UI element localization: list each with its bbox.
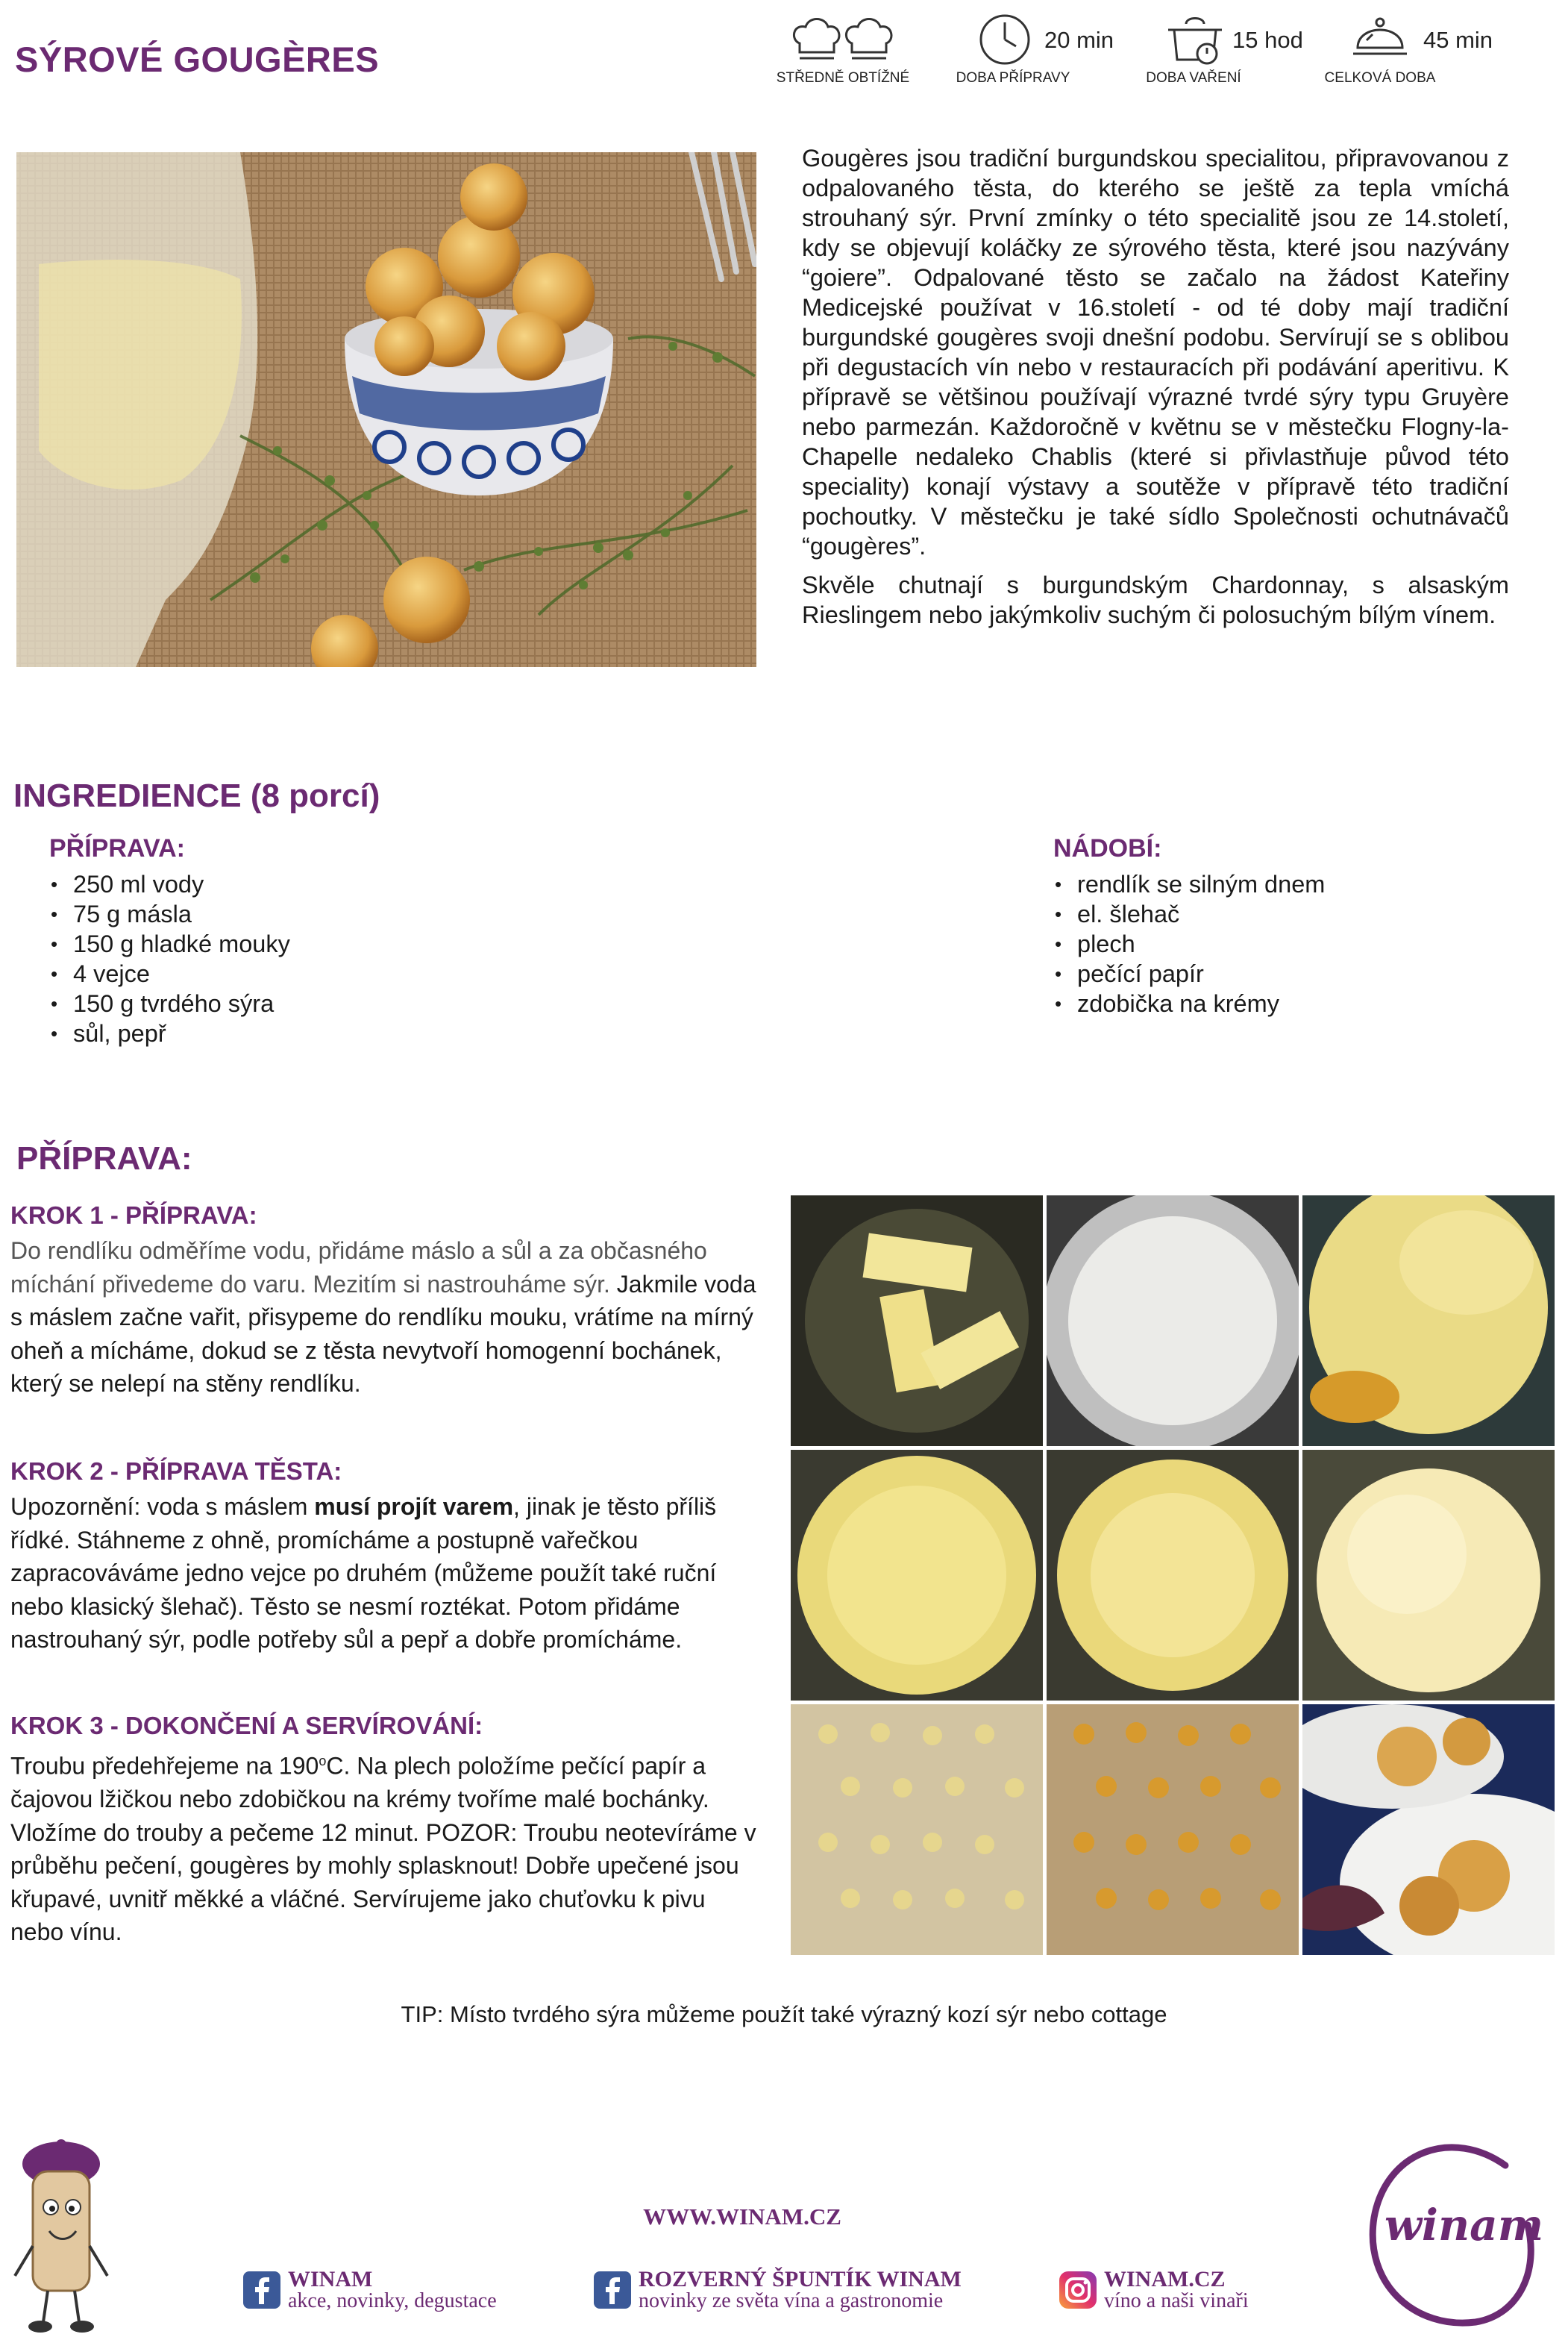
- list-item: • rendlík se silným dnem: [1053, 869, 1325, 899]
- list-item: • 75 g másla: [49, 899, 290, 929]
- total-time-label: CELKOVÁ DOBA: [1324, 70, 1436, 86]
- list-item: • 150 g hladké mouky: [49, 929, 290, 959]
- step-2-heading: KROK 2 - PŘÍPRAVA TĚSTA:: [10, 1457, 342, 1485]
- baked-on-tray-photo: [1047, 1704, 1299, 1955]
- prep-time: 20 min: [1044, 27, 1114, 53]
- intro-paragraph-2: Skvěle chutnají s burgundským Chardonnay, s alsaským Rieslingem nebo jakýmkoliv suchým či polosuchým bílým vínem.: [802, 572, 1509, 628]
- chef-hat-icon: [791, 13, 903, 66]
- list-item: • 250 ml vody: [49, 869, 290, 899]
- cook-time-label: DOBA VAŘENÍ: [1146, 70, 1241, 86]
- served-gougeres-photo: [1302, 1704, 1555, 1955]
- step-2-text-bold: musí projít varem: [314, 1493, 514, 1520]
- pot-timer-icon: [1164, 13, 1226, 67]
- step-3-degree: o: [319, 1754, 327, 1768]
- step-1: [10, 1201, 756, 1401]
- list-item: • 4 vejce: [49, 959, 290, 989]
- step-2-text-b: , jinak je těsto příliš řídké. Stáhneme z ohně, promícháme a postupně vařečkou zapracováváme jedno vejce po druhém (můžeme použít také ruční nebo klasický šlehač). Těsto se nesmí roztékat. Potom přidáme nastrouhaný sýr, podle potřeby sůl a pepř a dobře promícháme.: [10, 1493, 717, 1653]
- total-time: 45 min: [1423, 27, 1493, 53]
- dough-with-egg-photo: [1302, 1195, 1555, 1446]
- cheese-in-dough-photo: [1047, 1450, 1299, 1701]
- list-item: • sůl, pepř: [49, 1019, 290, 1048]
- facebook-icon: [594, 2271, 631, 2309]
- tools-heading: NÁDOBÍ:: [1053, 834, 1162, 863]
- tip-prefix: TIP: M: [401, 2001, 469, 2027]
- facebook-icon: [243, 2271, 280, 2309]
- instagram-subtitle: víno a naši vinaři: [1104, 2289, 1249, 2312]
- facebook-winam-subtitle: akce, novinky, degustace: [288, 2289, 497, 2312]
- list-item: • plech: [1053, 929, 1325, 959]
- step-1-text-gray: Do rendlíku odměříme vodu, přidáme máslo a sůl a za občasného míchání přivedeme do varu. Mezitím si nastrouháme sýr.: [10, 1237, 707, 1298]
- page-title: SÝROVÉ GOUGÈRES: [15, 40, 380, 79]
- instagram-icon: [1059, 2271, 1097, 2309]
- list-item: • 150 g tvrdého sýra: [49, 989, 290, 1019]
- facebook-winam-title: WINAM: [288, 2267, 373, 2291]
- grated-cheese-photo: [791, 1450, 1043, 1701]
- instagram-link[interactable]: [1059, 2268, 1249, 2312]
- list-item: • pečící papír: [1053, 959, 1325, 989]
- facebook-link-winam[interactable]: [243, 2268, 497, 2312]
- mixed-dough-photo: [1302, 1450, 1555, 1701]
- difficulty-label: STŘEDNĚ OBTÍŽNÉ: [776, 70, 910, 86]
- list-item: • el. šlehač: [1053, 899, 1325, 929]
- unbaked-on-tray-photo: [791, 1704, 1043, 1955]
- tools-list: [1053, 869, 1325, 1019]
- step-3-heading: KROK 3 - DOKONČENÍ A SERVÍROVÁNÍ:: [10, 1712, 483, 1739]
- winam-logo: [1364, 2136, 1544, 2331]
- flour-in-pot-photo: [1047, 1195, 1299, 1446]
- ingredients-list: [49, 869, 290, 1048]
- step-2-text: [10, 1490, 756, 1657]
- preparation-title: PŘÍPRAVA:: [16, 1140, 192, 1177]
- step-3-text-b: C. Na plech položíme pečící papír a čajovou lžičkou nebo zdobičkou na krémy tvoříme malé bochánky. Vložíme do trouby a pečeme 12 minut. POZOR: Troubu neotevíráme v průběhu pečení, gougères by mohly splasknout! Dobře upečené jsou křupavé, uvnitř měkké a vláčné. Servírujeme jako chuťovku k pivu nebo vínu.: [10, 1752, 756, 1946]
- butter-in-pot-photo: [791, 1195, 1043, 1446]
- list-item: • zdobička na krémy: [1053, 989, 1325, 1019]
- facebook-spuntik-subtitle: novinky ze světa vína a gastronomie: [639, 2289, 944, 2312]
- facebook-link-spuntik[interactable]: [594, 2268, 962, 2312]
- cloche-icon: [1350, 13, 1410, 67]
- gougeres-hero-photo: [16, 152, 756, 667]
- step-2-text-a: Upozornění: voda s máslem: [10, 1493, 315, 1520]
- prep-time-label: DOBA PŘÍPRAVY: [956, 70, 1070, 86]
- step-photo-grid: [791, 1195, 1555, 1956]
- step-1-text-main: Jakmile voda s máslem začne vařit, přisypeme do rendlíku mouku, vrátíme na mírný oheň a mícháme, dokud se z těsta nevytvoří homogenní bochánek, který se nelepí na stěny rendlíku.: [10, 1270, 756, 1397]
- intro-text: [802, 143, 1509, 639]
- tools-block: [1053, 834, 1325, 1019]
- ingredients-prep-block: [49, 834, 290, 1048]
- ingredients-title: INGREDIENCE (8 porcí): [13, 778, 380, 814]
- step-1-text: [10, 1234, 756, 1401]
- instagram-title: WINAM.CZ: [1104, 2267, 1226, 2291]
- cook-time: 15 hod: [1232, 27, 1303, 53]
- recipe-stats: [776, 10, 1537, 93]
- step-3-text-a: Troubu předehřejeme na 190: [10, 1752, 319, 1780]
- ingredients-prep-heading: PŘÍPRAVA:: [49, 834, 185, 863]
- tip-text: [0, 2001, 1568, 2028]
- step-2: [10, 1457, 756, 1657]
- step-3-text: [10, 1745, 756, 1949]
- clock-icon: [977, 12, 1032, 67]
- website-link[interactable]: WWW.WINAM.CZ: [643, 2203, 841, 2230]
- step-3: [10, 1712, 756, 1949]
- winam-logo-text: winam: [1384, 2200, 1544, 2250]
- intro-paragraph-1: Gougères jsou tradiční burgundskou specialitou, připravovanou z odpalovaného těsta, do kterého se ještě za tepla vmíchá strouhaný sýr. První zmínky o této specialitě jsou ze 14.století, kdy se objevují koláčky ze sýrového těsta, které jsou nazývány “goiere”. Odpalované těsto se začalo na žádost Kateřiny Medicejské používat v 16.století - od té doby mají tradiční burgundské gougères svoji dnešní podobu. Servírují se s oblibou při degustacích vín nebo v restauracích při podávání aperitivu. K přípravě se většinou používají výrazné tvrdé sýry typu Gruyère nebo parmezán. Každoročně v květnu se v městečku Flogny-la-Chapelle nedaleko Chablis (které si přivlastňuje původ této speciality) konají výstavy a soutěže v přípravě této tradiční pochoutky. V městečku je také sídlo Společnosti ochutnávačů “gougères”.: [802, 145, 1509, 560]
- step-1-heading: KROK 1 - PŘÍPRAVA:: [10, 1201, 257, 1229]
- facebook-spuntik-title: ROZVERNÝ ŠPUNTÍK WINAM: [639, 2267, 962, 2291]
- tip-body: ísto tvrdého sýra můžeme použít také výrazný kozí sýr nebo cottage: [468, 2001, 1167, 2027]
- cork-mascot-icon: [9, 2134, 121, 2336]
